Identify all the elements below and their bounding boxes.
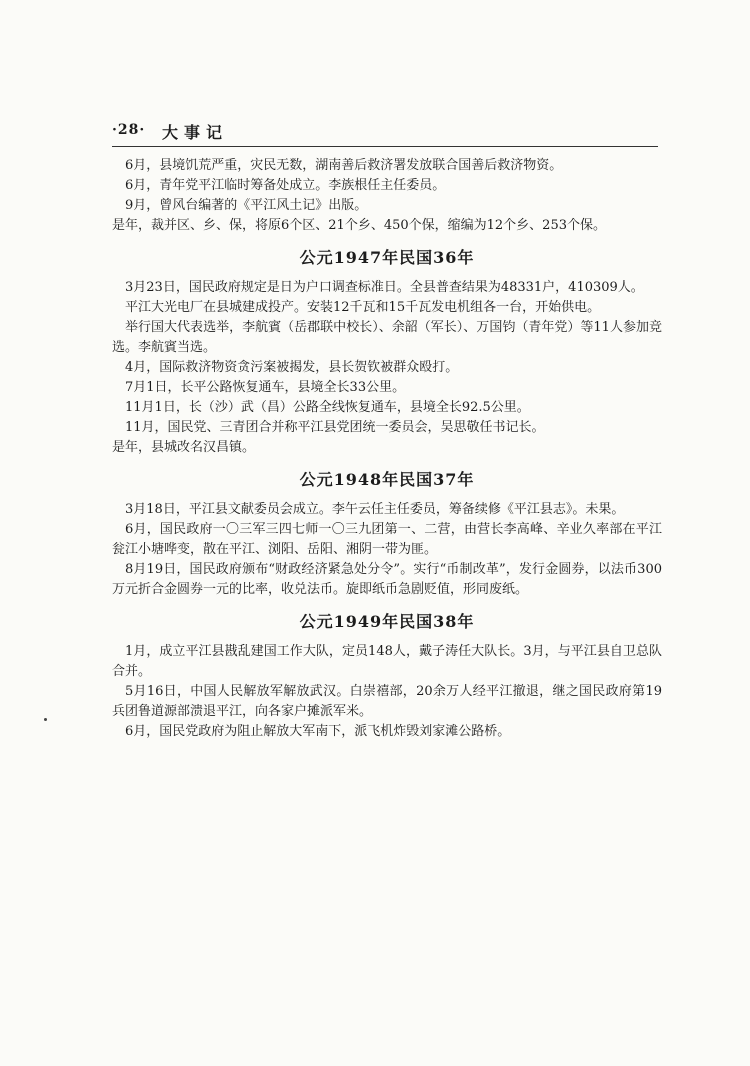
entry: 3月18日，平江县文献委员会成立。李午云任主任委员，筹备续修《平江县志》。未果。 [125,502,625,517]
entry: 8月19日，国民政府颁布“财政经济紧急处分令”。实行“币制改革”，发行金圆券，以法币300万元折合金圆券一元的比率，收兑法币。旋即纸币急剧贬值，形同废纸。 [112,562,662,597]
entry: 是年，裁并区、乡、保，将原6个区、21个乡、450个保，缩编为12个乡、253个保。 [112,218,606,233]
entry: 举行国大代表选举，李航賓（岳郡联中校长）、余韶（军长）、万国钧（青年党）等11人参加竞选。李航賓当选。 [112,320,662,355]
entry: 6月，青年党平江临时筹备处成立。李族根任主任委员。 [125,178,446,193]
year-heading-1949: 公元1949年民国38年 [299,612,475,631]
entry: 是年，县城改名汉昌镇。 [112,440,256,455]
entry: 9月，曾风台编著的《平江风土记》出版。 [125,198,368,213]
entry: 11月1日，长（沙）武（昌）公路全线恢复通车，县境全长92.5公里。 [125,400,530,415]
year-heading-1947: 公元1947年民国36年 [299,248,475,267]
entry: 1月，成立平江县戡乱建国工作大队，定员148人，戴子涛任大队长。3月，与平江县自卫总队合并。 [112,644,662,679]
entry: 6月，国民政府一〇三军三四七师一〇三九团第一、二营，由营长李高峰、辛业久率部在平江瓮江小塘哗变，散在平江、浏阳、岳阳、湘阴一带为匪。 [112,522,662,557]
running-title: 大事记 [162,123,229,142]
entry: 6月，县境饥荒严重，灾民无数，湖南善后救济署发放联合国善后救济物资。 [125,158,563,173]
scan-speck [44,718,47,721]
page-header [112,120,658,147]
page-body [112,156,662,742]
entry: 平江大光电厂在县城建成投产。安装12千瓦和15千瓦发电机组各一台，开始供电。 [125,300,601,315]
entry: 11月，国民党、三青团合并称平江县党团统一委员会，吴思敬任书记长。 [125,420,545,435]
entry: 7月1日，长平公路恢复通车，县境全长33公里。 [125,380,406,395]
entry: 4月，国际救济物资贪污案被揭发，县长贺钦被群众殴打。 [125,360,459,375]
entry: 5月16日，中国人民解放军解放武汉。白崇禧部，20余万人经平江撤退，继之国民政府第19兵团鲁道源部溃退平江，向各家户摊派军米。 [112,684,662,719]
entry: 6月，国民党政府为阻止解放大军南下，派飞机炸毁刘家滩公路桥。 [125,724,511,739]
entry: 3月23日，国民政府规定是日为户口调查标准日。全县普查结果为48331户，410309人。 [125,280,644,295]
year-heading-1948: 公元1948年民国37年 [299,470,475,489]
page-number: ·28· [112,122,146,138]
